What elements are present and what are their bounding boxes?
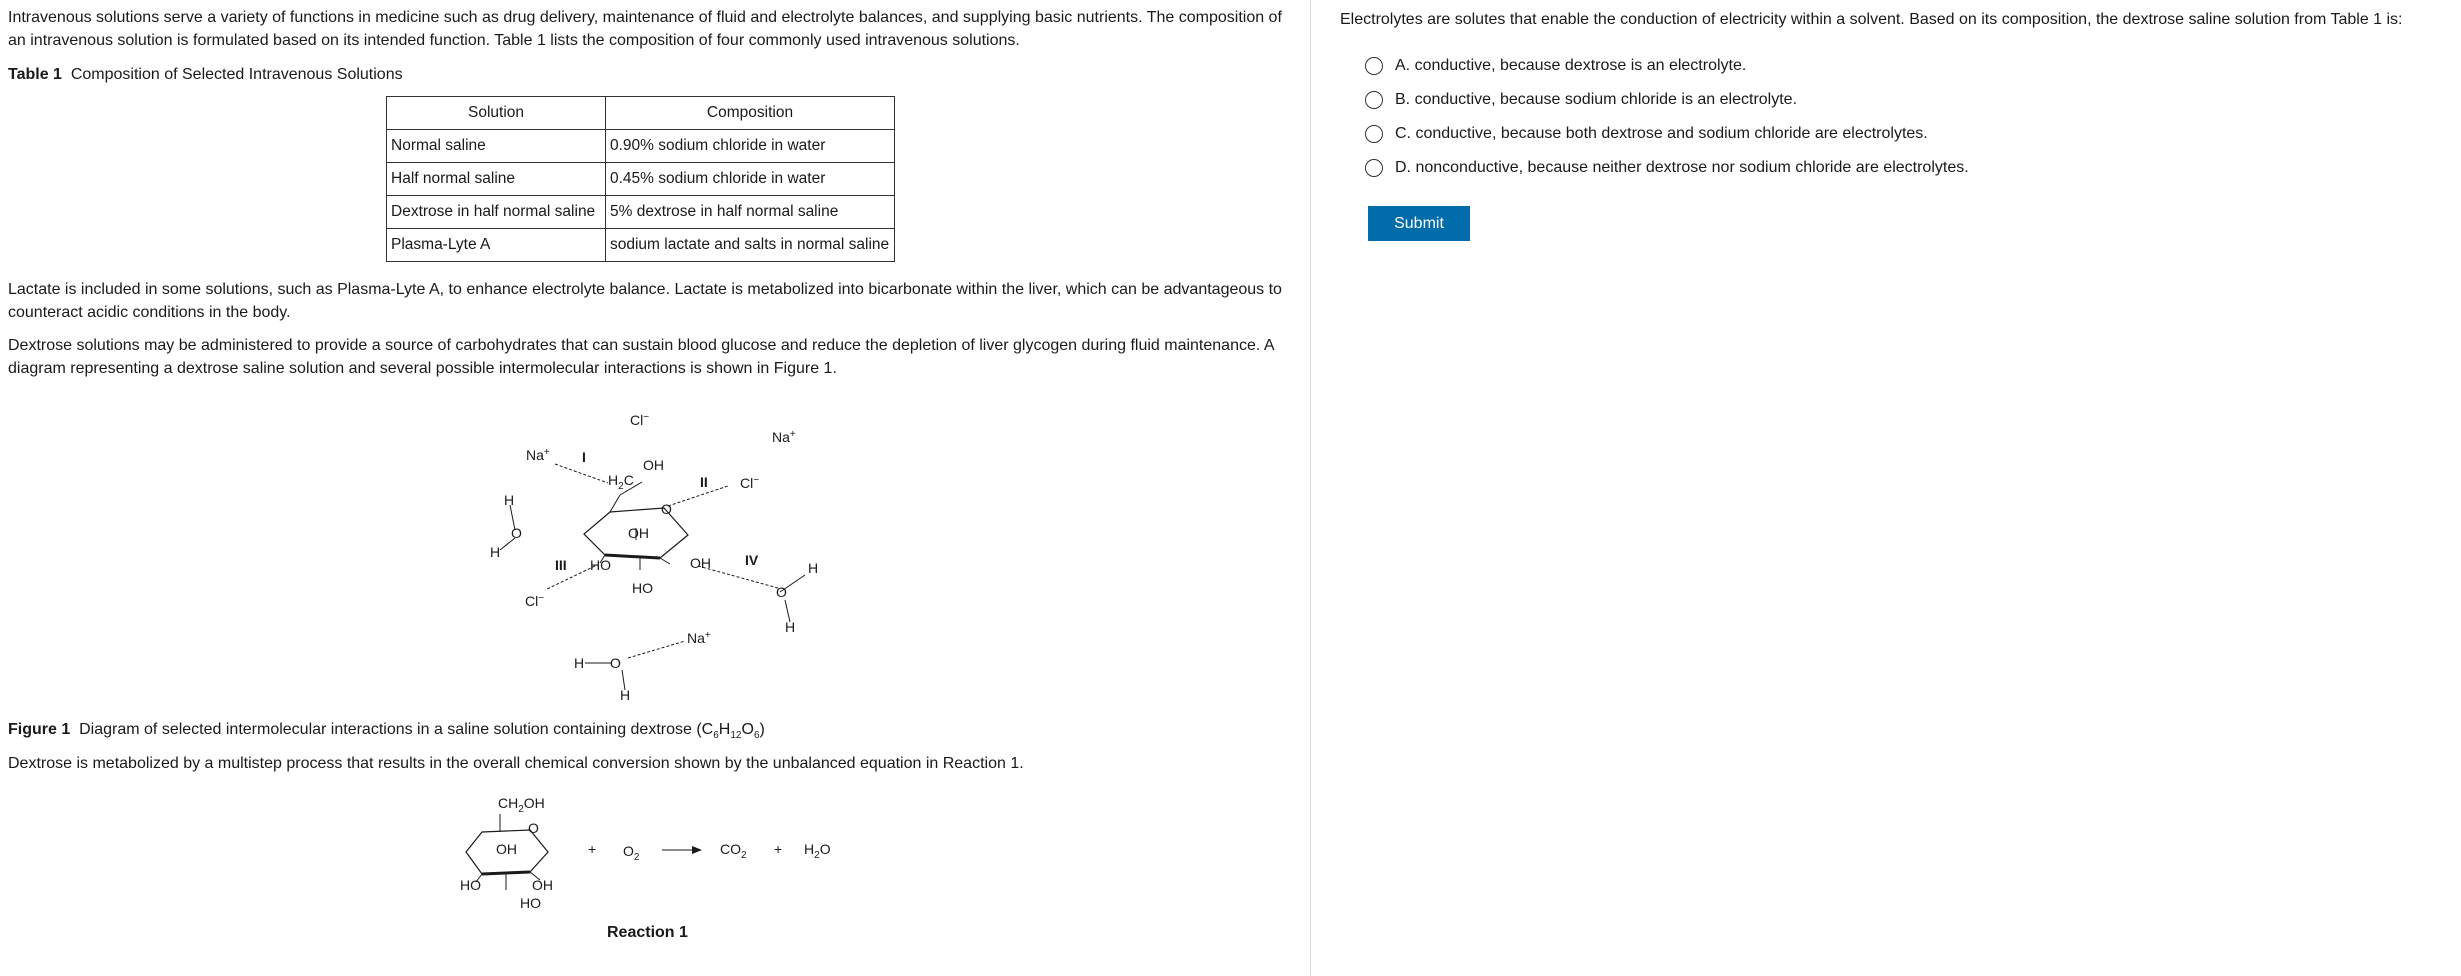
fig1-label-i: I: [582, 449, 586, 465]
caption-o: O: [741, 721, 754, 738]
table-caption-text: Composition of Selected Intravenous Solutions: [70, 66, 403, 83]
radio-button[interactable]: [1365, 125, 1383, 143]
fig1-ho-bottom: HO: [632, 580, 653, 596]
panel-divider: [1310, 0, 1311, 976]
reaction-1-diagram: [440, 780, 860, 920]
intro-paragraph: Intravenous solutions serve a variety of functions in medicine such as drug delivery, maintenance of fluid and electrolyte balances, and supplying basic nutrients. The composition of an intravenous solution is formulated based on its intended function. Table 1 lists the composition of four commonly used intravenous solutions.: [8, 9, 1282, 49]
figure-caption-text: Diagram of selected intermolecular interactions in a saline solution containing dextrose (C: [79, 721, 714, 738]
caption-sub: 12: [730, 730, 742, 742]
rxn-co2: $CO_2$: [720, 841, 747, 861]
fig1-water-h2: H: [490, 544, 501, 560]
table-header-cell: Solution: [387, 97, 606, 130]
fig1-cl-top: Cl−: [630, 412, 650, 428]
fig1-cl-bottom: Cl−: [525, 593, 545, 609]
table-cell: 5% dextrose in half normal saline: [606, 196, 895, 229]
fig1-water2-h: H: [808, 560, 819, 576]
reaction-label: Reaction 1: [607, 924, 688, 941]
table-cell: sodium lactate and salts in normal saline: [606, 229, 895, 262]
caption-h: H: [718, 721, 731, 738]
figure-1-diagram: [460, 400, 860, 710]
option-letter: D.: [1395, 159, 1411, 176]
answer-option-d[interactable]: [1365, 155, 1969, 181]
fig1-label-iii: III: [555, 557, 567, 573]
table-cell: 0.90% sodium chloride in water: [606, 130, 895, 163]
table-cell: Normal saline: [387, 130, 606, 163]
table-cell: Dextrose in half normal saline: [387, 196, 606, 229]
fig1-ho-left: HO: [590, 557, 611, 573]
fig1-oh-ring: OH: [628, 525, 649, 541]
table-cell: Half normal saline: [387, 163, 606, 196]
fig1-water3-h: H: [574, 655, 585, 671]
metabolism-paragraph: Dextrose is metabolized by a multistep process that results in the overall chemical conversion shown by the unbalanced equation in Reaction 1.: [8, 755, 1024, 772]
fig1-na-left: Na+: [526, 447, 550, 463]
fig1-water2-o: O: [776, 584, 787, 600]
fig1-oh-top: OH: [643, 457, 664, 473]
fig1-na-bottom: Na+: [687, 630, 711, 646]
table-row: [387, 163, 895, 196]
option-text: conductive, because sodium chloride is an electrolyte.: [1414, 91, 1798, 108]
fig1-label-ii: II: [700, 474, 708, 490]
rxn-plus-1: +: [588, 841, 597, 857]
table-cell: 0.45% sodium chloride in water: [606, 163, 895, 196]
table-caption-label: Table 1: [8, 66, 62, 83]
figure-caption: [8, 718, 765, 747]
answer-option-b[interactable]: [1365, 87, 1797, 113]
fig1-na-top-right: Na+: [772, 429, 796, 445]
rxn-plus-2: +: [774, 841, 783, 857]
question-stem: Electrolytes are solutes that enable the conduction of electricity within a solvent. Based on its composition, the dextrose saline solution from Table 1 is:: [1340, 11, 2403, 28]
fig1-oh-right: OH: [690, 555, 711, 571]
answer-option-a[interactable]: [1365, 53, 1746, 79]
fig1-label-iv: IV: [745, 552, 759, 568]
caption-sub: 6: [753, 730, 760, 742]
radio-button[interactable]: [1365, 57, 1383, 75]
submit-button[interactable]: Submit: [1368, 206, 1470, 241]
figure-caption-label: Figure 1: [8, 721, 71, 738]
fig1-water-h: H: [504, 492, 515, 508]
caption-sub: 6: [713, 730, 719, 742]
rxn-ring-o: O: [528, 820, 539, 836]
rxn-ho-bottom: HO: [520, 895, 541, 911]
rxn-ch2oh: $CH_2OH$: [498, 795, 545, 815]
fig1-water3-o: O: [610, 655, 621, 671]
rxn-o2: $O_2$: [623, 843, 640, 863]
table-caption: [8, 63, 403, 86]
table-row: [387, 229, 895, 262]
lactate-paragraph: Lactate is included in some solutions, such as Plasma-Lyte A, to enhance electrolyte balance. Lactate is metabolized into bicarbonate within the liver, which can be advantageous to counteract acidic conditions in the body.: [8, 281, 1282, 321]
radio-button[interactable]: [1365, 159, 1383, 177]
dextrose-paragraph: Dextrose solutions may be administered to provide a source of carbohydrates that can sustain blood glucose and reduce the depletion of liver glycogen during fluid maintenance. A diagram representing a dextrose saline solution and several possible intermolecular interactions is shown in Figure 1.: [8, 337, 1274, 377]
rxn-ho-left: HO: [460, 877, 481, 893]
composition-table: [386, 96, 895, 262]
table-cell: Plasma-Lyte A: [387, 229, 606, 262]
table-header-row: [387, 97, 895, 130]
option-letter: C.: [1395, 125, 1411, 142]
fig1-water2-h2: H: [785, 619, 796, 635]
rxn-h2o: $H_2O$: [804, 841, 831, 861]
table-row: [387, 196, 895, 229]
fig1-h2c: $H_2C$: [608, 472, 634, 492]
radio-button[interactable]: [1365, 91, 1383, 109]
rxn-oh-right: OH: [532, 877, 553, 893]
answer-option-c[interactable]: [1365, 121, 1928, 147]
option-text: conductive, because dextrose is an electrolyte.: [1414, 57, 1747, 74]
option-text: conductive, because both dextrose and sodium chloride are electrolytes.: [1415, 125, 1928, 142]
option-letter: A.: [1395, 57, 1411, 74]
fig1-water-o: O: [511, 525, 522, 541]
fig1-cl-right: Cl−: [740, 475, 760, 491]
caption-end: ): [759, 721, 765, 738]
fig1-water3-h2: H: [620, 687, 631, 703]
fig1-ring-o: O: [661, 501, 672, 517]
rxn-oh-ring: OH: [496, 841, 517, 857]
table-row: [387, 130, 895, 163]
option-text: nonconductive, because neither dextrose nor sodium chloride are electrolytes.: [1415, 159, 1969, 176]
option-letter: B.: [1395, 91, 1411, 108]
table-header-cell: Composition: [606, 97, 895, 130]
